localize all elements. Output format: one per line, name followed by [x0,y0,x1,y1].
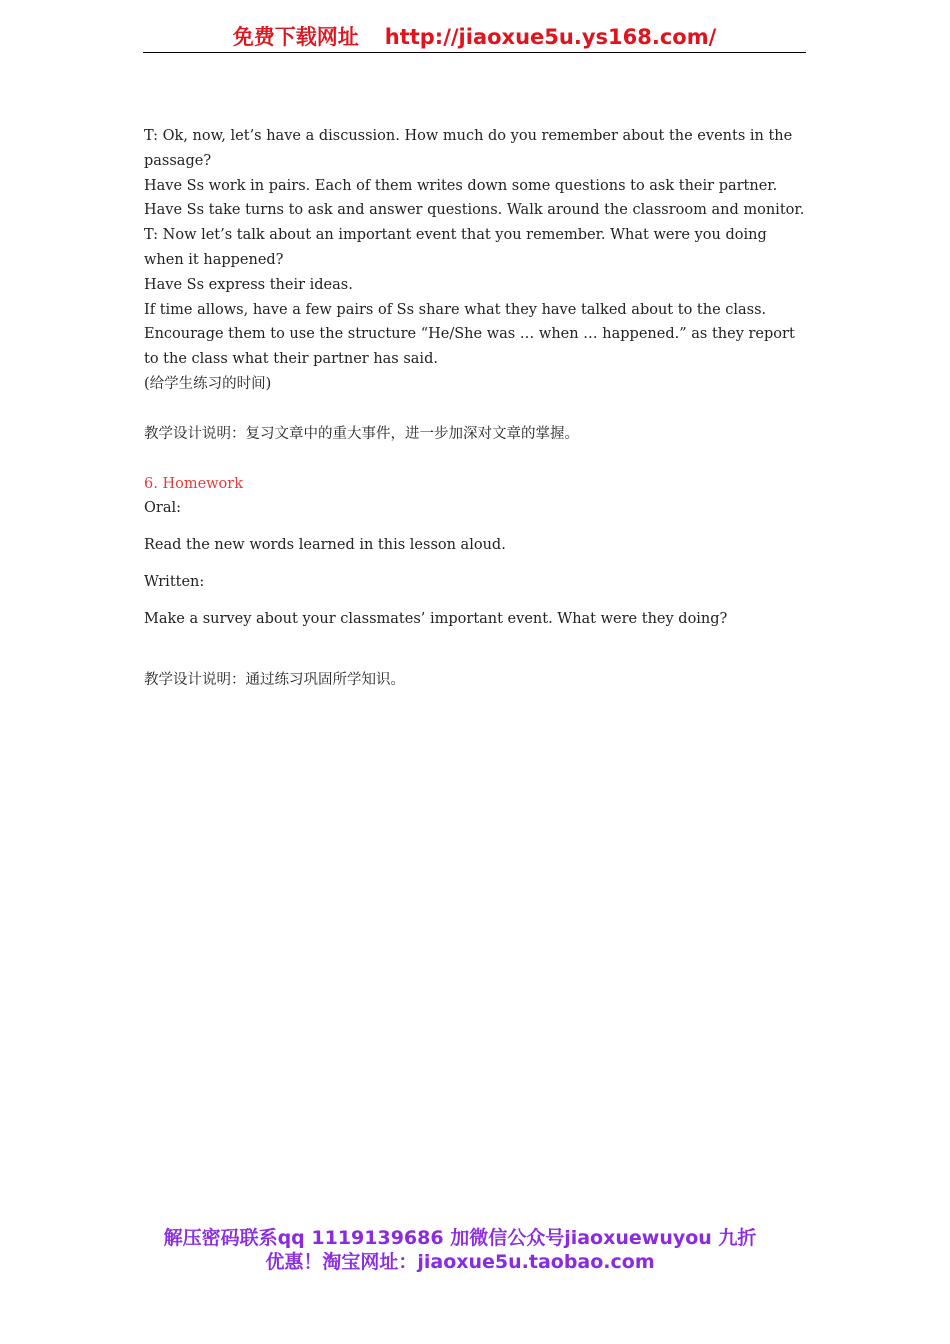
header-label: 免费下载网址 [232,25,359,49]
spacer [144,447,808,472]
teacher-prompt-discussion: T: Ok, now, let’s have a discussion. How much do you remember about the events in the passage? [144,128,793,169]
pair-work-instruction: Have Ss work in pairs. Each of them writes down some questions to ask their partner. Have Ss take turns to ask and answer questions. Walk around the classroom and monitor. [144,177,805,219]
homework-heading: 6. Homework [144,475,244,492]
oral-label: Oral: [144,500,181,517]
header-url-link[interactable]: http://jiaoxue5u.ys168.com/ [384,25,717,49]
spacer [144,632,808,668]
page-footer [100,1226,820,1274]
spacer [144,558,808,570]
spacer [144,595,808,607]
page-header [143,22,806,53]
spacer [144,521,808,533]
share-instruction: If time allows, have a few pairs of Ss share what they have talked about to the class. Encourage them to use the structure “He/She was … when … happened.” as they report to the class what their partner has said. [144,301,795,368]
oral-task: Read the new words learned in this lesson aloud. [144,537,506,554]
design-note-2: 教学设计说明：通过练习巩固所学知识。 [144,671,405,688]
written-label: Written: [144,573,205,590]
express-ideas-instruction: Have Ss express their ideas. [144,276,353,293]
footer-contact-line: 解压密码联系qq 1119139686 加微信公众号jiaoxuewuyou 九折 [163,1227,757,1249]
spacer [144,397,808,422]
teacher-prompt-event: T: Now let’s talk about an important event that you remember. What were you doing when it happened? [144,227,767,268]
design-note-1: 教学设计说明：复习文章中的重大事件，进一步加深对文章的掌握。 [144,425,579,442]
footer-taobao-line: 优惠！淘宝网址：jiaoxue5u.taobao.com [265,1251,655,1273]
document-body [144,124,808,692]
written-task: Make a survey about your classmates’ important event. What were they doing? [144,610,728,627]
practice-time-note: (给学生练习的时间) [144,375,272,392]
